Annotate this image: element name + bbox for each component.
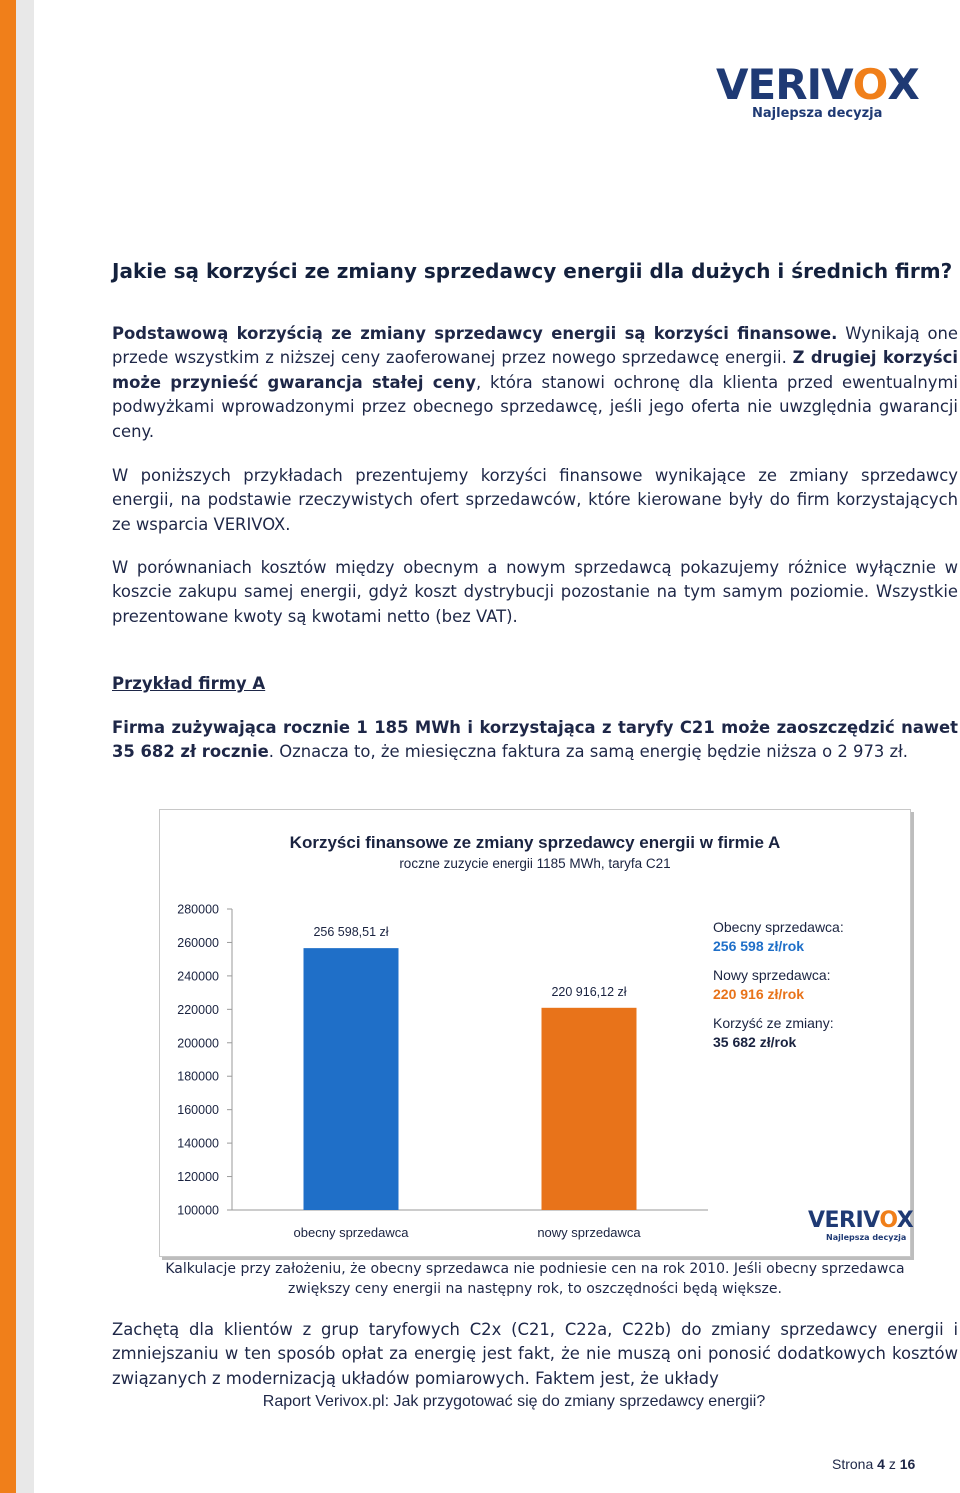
bar-data-label: 220 916,12 zł <box>551 984 627 999</box>
x-category-label: obecny sprzedawca <box>293 1225 409 1240</box>
paragraph-bold: Firma zużywająca rocznie 1 185 MWh i korzystająca z taryfy C21 może zaoszczędzić nawet 35 682 zł rocznie <box>112 718 958 762</box>
paragraph-bold: Podstawową korzyścią ze zmiany sprzedawcy energii są korzyści finansowe. <box>112 324 838 343</box>
paragraph-example-a <box>112 716 958 765</box>
legend-current-value: 256 598 zł/rok <box>713 938 805 954</box>
page-number: Strona 4 z 16 <box>832 1456 916 1472</box>
y-tick-label: 100000 <box>177 1203 219 1218</box>
legend-new-value: 220 916 zł/rok <box>713 986 805 1002</box>
y-tick-label: 260000 <box>177 935 219 950</box>
logo-wordmark: VERIVOX <box>716 60 919 109</box>
chart-logo-tagline: Najlepsza decyzja <box>826 1233 907 1242</box>
y-tick-label: 160000 <box>177 1103 219 1118</box>
compass-o-icon: O <box>852 60 888 109</box>
y-tick-label: 240000 <box>177 969 219 984</box>
chart-caption: Kalkulacje przy założeniu, że obecny sprzedawca nie podniesie cen na rok 2010. Jeśli obecny sprzedawca zwiększy ceny energii na następny rok, to oszczędności będą większe. <box>165 1261 905 1297</box>
bar-data-label: 256 598,51 zł <box>313 925 389 940</box>
y-tick-label: 140000 <box>177 1136 219 1151</box>
paragraph-examples-intro: W poniższych przykładach prezentujemy korzyści finansowe wynikające ze zmiany sprzedawcy energii, na podstawie rzeczywistych ofert sprzedawców, które kierowane były do firm korzystających ze wsparcia VERIVOX. <box>112 466 958 534</box>
legend-saving-label: Korzyść ze zmiany: <box>713 1015 834 1031</box>
legend-new-label: Nowy sprzedawca: <box>713 967 831 983</box>
y-tick-label: 120000 <box>177 1170 219 1185</box>
paragraph-text: . Oznacza to, że miesięczna faktura za samą energię będzie niższa o 2 973 zł. <box>268 742 908 762</box>
paragraph-comparison-note: W porównaniach kosztów między obecnym a nowym sprzedawcą pokazujemy różnice wyłącznie w koszcie zakupu samej energii, gdyż koszt dystrybucji pozostanie na tym samym poziomie. Wszystkie prezentowane kwoty są kwotami netto (bez VAT). <box>112 558 958 626</box>
y-tick-label: 280000 <box>177 902 219 917</box>
logo-tagline: Najlepsza decyzja <box>752 106 883 121</box>
y-tick-label: 180000 <box>177 1069 219 1084</box>
example-title: Przykład firmy A <box>112 674 266 693</box>
chart-verivox-logo <box>808 1208 914 1248</box>
chart-legend <box>713 918 895 1078</box>
bar-1 <box>304 948 399 1210</box>
paragraph-benefits <box>112 322 958 444</box>
page-edge-grey-stripe <box>16 0 34 1493</box>
section-heading: Jakie są korzyści ze zmiany sprzedawcy energii dla dużych i średnich firm? <box>112 259 953 283</box>
page-edge-orange-stripe <box>0 0 16 1493</box>
paragraph-text: , która stanowi ochronę dla klienta przed ewentualnymi podwyżkami wprowadzonymi przez obecnego sprzedawcę, jeśli jego oferta nie uwzględnia gwarancji ceny. <box>112 372 958 441</box>
verivox-logo <box>716 60 919 126</box>
bar-2 <box>542 1008 637 1210</box>
legend-saving-value: 35 682 zł/rok <box>713 1034 797 1050</box>
chart-subtitle: roczne zuzycie energii 1185 MWh, taryfa C21 <box>399 856 671 871</box>
chart-logo-wordmark: VERIVOX <box>808 1208 914 1233</box>
paragraph-bold: Z drugiej korzyści może przynieść gwarancja stałej ceny <box>112 348 958 392</box>
page-footer: Raport Verivox.pl: Jak przygotować się do zmiany sprzedawcy energii? <box>262 1393 766 1410</box>
paragraph-c2x: Zachętą dla klientów z grup taryfowych C2x (C21, C22a, C22b) do zmiany sprzedawcy energii i zmniejszaniu w ten sposób opłat za energię jest fakt, że nie muszą oni ponosić dodatkowych kosztów związanych z modernizacją układów pomiarowych. Faktem jest, że układy <box>112 1320 958 1388</box>
y-tick-label: 220000 <box>177 1002 219 1017</box>
legend-current-label: Obecny sprzedawca: <box>713 919 844 935</box>
savings-chart <box>159 809 914 1257</box>
chart-title: Korzyści finansowe ze zmiany sprzedawcy energii w firmie A <box>289 833 781 852</box>
y-tick-label: 200000 <box>177 1036 219 1051</box>
paragraph-text: Wynikają one przede wszystkim z niższej ceny zaoferowanej przez nowego sprzedawcę energii. <box>112 324 959 368</box>
x-category-label: nowy sprzedawca <box>537 1225 641 1240</box>
